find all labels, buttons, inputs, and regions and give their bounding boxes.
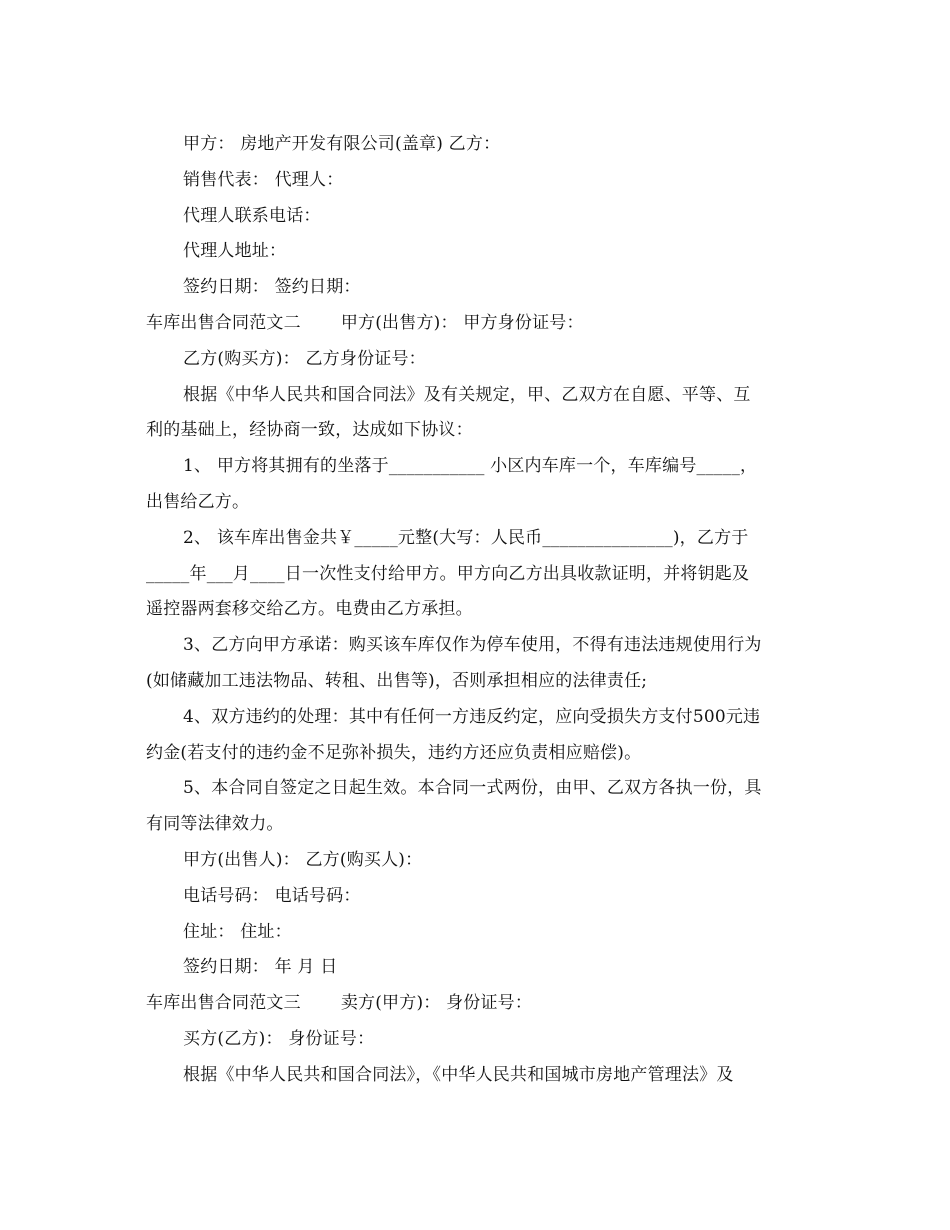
line-text: 2、 该车库出售金共￥_____元整(大写：人民币_______________)，乙方于	[183, 527, 749, 548]
text-line	[146, 736, 806, 772]
text-line	[146, 127, 806, 163]
section-heading-line	[146, 306, 806, 342]
text-line	[146, 199, 806, 235]
text-line	[146, 449, 806, 485]
line-text: (如储藏加工违法物品、转租、出售等)，否则承担相应的法律责任;	[146, 670, 648, 691]
line-text: 有同等法律效力。	[146, 814, 284, 835]
text-line	[146, 700, 806, 736]
text-line	[146, 234, 806, 270]
line-text: 根据《中华人民共和国合同法》及有关规定，甲、乙双方在自愿、平等、互	[183, 384, 751, 405]
line-text: 1、 甲方将其拥有的坐落于___________ 小区内车库一个，车库编号_____，	[183, 456, 758, 477]
section-title: 车库出售合同范文二	[146, 312, 301, 333]
line-text: 乙方(购买方)： 乙方身份证号：	[183, 348, 426, 369]
document-body	[146, 127, 806, 1094]
text-line	[146, 557, 806, 593]
text-line	[146, 771, 806, 807]
line-text: 代理人联系电话：	[183, 205, 321, 226]
line-text: 甲方： 房地产开发有限公司(盖章) 乙方：	[183, 134, 501, 154]
text-line	[146, 342, 806, 378]
text-line	[146, 1058, 806, 1094]
text-line	[146, 163, 806, 199]
line-text: 5、本合同自签定之日起生效。本合同一式两份，由甲、乙双方各执一份，具	[183, 778, 762, 799]
section-heading-line	[146, 986, 806, 1022]
line-text: 代理人地址：	[183, 241, 287, 262]
text-line	[146, 879, 806, 915]
text-line	[146, 378, 806, 414]
text-line	[146, 843, 806, 879]
line-text: 遥控器两套移交给乙方。电费由乙方承担。	[146, 599, 473, 620]
line-text: 签约日期： 年 月 日	[183, 957, 338, 978]
line-text: 根据《中华人民共和国合同法》，《中华人民共和国城市房地产管理法》及	[183, 1064, 734, 1085]
line-text: 甲方(出售人)： 乙方(购买人)：	[183, 849, 423, 870]
text-line	[146, 521, 806, 557]
line-text: 销售代表： 代理人：	[183, 169, 344, 190]
line-text: _____年___月____日一次性支付给甲方。甲方向乙方出具收款证明，并将钥匙及	[146, 563, 750, 584]
text-line	[146, 664, 806, 700]
text-line	[146, 915, 806, 951]
line-text: 买方(乙方)： 身份证号：	[183, 1028, 375, 1049]
line-text: 电话号码： 电话号码：	[183, 885, 361, 906]
text-line	[146, 807, 806, 843]
line-text: 甲方(出售方)： 甲方身份证号：	[340, 312, 584, 333]
line-text: 签约日期： 签约日期：	[183, 277, 361, 298]
line-text: 3、乙方向甲方承诺：购买该车库仅作为停车使用，不得有违法违规使用行为	[183, 635, 762, 656]
line-text: 4、双方违约的处理：其中有任何一方违反约定，应向受损失方支付500元违	[183, 706, 761, 727]
line-text: 住址： 住址：	[183, 921, 292, 942]
line-text: 约金(若支付的违约金不足弥补损失，违约方还应负责相应赔偿)。	[146, 742, 642, 763]
text-line	[146, 1022, 806, 1058]
text-line	[146, 270, 806, 306]
line-text: 卖方(甲方)： 身份证号：	[340, 993, 533, 1014]
line-text: 利的基础上，经协商一致，达成如下协议：	[146, 420, 473, 441]
text-line	[146, 950, 806, 986]
text-line	[146, 628, 806, 664]
text-line	[146, 485, 806, 521]
section-title: 车库出售合同范文三	[146, 993, 301, 1014]
line-text: 出售给乙方。	[146, 491, 250, 512]
text-line	[146, 413, 806, 449]
text-line	[146, 592, 806, 628]
